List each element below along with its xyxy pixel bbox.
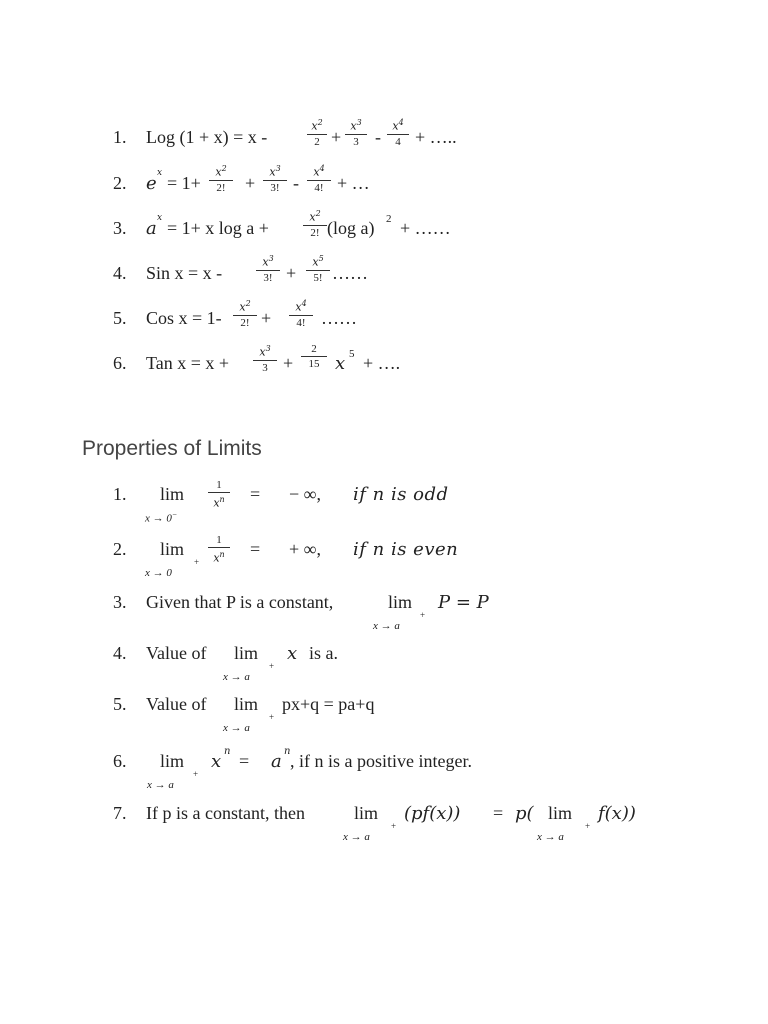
limit-operator: lim xyxy=(160,751,185,771)
limit-subscript-sign: + xyxy=(585,821,591,831)
operator: + xyxy=(286,263,297,283)
operator: + xyxy=(331,127,342,147)
exponent: 2 xyxy=(386,213,392,225)
limit-result: a xyxy=(271,751,282,772)
limit-subscript-sign: + xyxy=(194,557,200,567)
property-text: Given that P is a constant, xyxy=(146,592,334,612)
fraction: $x^3$ 3 xyxy=(345,117,367,148)
item-number: 4. xyxy=(113,263,127,283)
expression-text: = 1+ x log a + xyxy=(167,218,269,238)
limit-expression: x xyxy=(211,751,222,772)
limit-condition: if n is odd xyxy=(353,484,449,505)
expression-tail: …… xyxy=(321,308,357,328)
fraction: $x^2$ 2! xyxy=(233,298,257,329)
property-text: is a. xyxy=(309,643,338,663)
limit-expression: f(x)) xyxy=(598,803,636,824)
limit-operator: lim xyxy=(354,803,379,823)
limit-subscript: x → 0− xyxy=(145,510,178,525)
exponent: 5 xyxy=(349,348,355,360)
limit-subscript-sign: + xyxy=(193,769,199,779)
fraction: 2 15 xyxy=(301,343,327,370)
limit-expression: x xyxy=(287,643,298,664)
fraction: 1 $x^n$ xyxy=(208,479,230,510)
fraction: 1 $x^n$ xyxy=(208,534,230,565)
expression-text: a xyxy=(146,218,157,239)
limit-subscript-sign: + xyxy=(269,712,275,722)
property-text: , if n is a positive integer. xyxy=(290,751,472,771)
item-number: 3. xyxy=(113,592,127,612)
item-number: 6. xyxy=(113,353,127,373)
operator: + xyxy=(283,353,294,373)
limit-result: + ∞, xyxy=(289,539,321,559)
equals-sign: = xyxy=(250,539,261,559)
limit-condition: if n is even xyxy=(353,539,459,560)
expression-tail: …… xyxy=(332,263,368,283)
exponent: x xyxy=(157,168,163,178)
fraction: $x^2$ 2 xyxy=(307,117,327,148)
limit-result: − ∞, xyxy=(289,484,321,504)
limit-subscript: x → a xyxy=(147,779,174,791)
operator: + xyxy=(261,308,272,328)
exponent: x xyxy=(157,213,163,223)
equals-sign: = xyxy=(239,751,250,771)
item-number: 2. xyxy=(113,539,127,559)
fraction: $x^2$ 2! xyxy=(303,208,327,239)
expression-text: x xyxy=(335,353,346,374)
property-text: If p is a constant, then xyxy=(146,803,305,823)
expression-tail: + …… xyxy=(400,218,451,238)
operator: - xyxy=(293,173,299,193)
expression-text: Cos x = 1- xyxy=(146,308,222,328)
limit-subscript: x → 0 xyxy=(145,567,172,579)
property-text: px+q = pa+q xyxy=(282,694,375,714)
exponent: n xyxy=(224,746,231,757)
equals-sign: = xyxy=(250,484,261,504)
fraction: $x^4$ 4! xyxy=(289,298,313,329)
fraction: $x^2$ 2! xyxy=(209,163,233,194)
expression-text: = 1+ xyxy=(167,173,201,193)
limit-operator: lim xyxy=(234,643,259,663)
expression-text: Tan x = x + xyxy=(146,353,230,373)
item-number: 2. xyxy=(113,173,127,193)
fraction: $x^4$ 4! xyxy=(307,163,331,194)
item-number: 1. xyxy=(113,127,127,147)
item-number: 7. xyxy=(113,803,127,823)
limit-expression: P = P xyxy=(438,592,489,613)
limit-expression: (pf(x)) xyxy=(404,803,461,824)
limit-subscript: x → a xyxy=(343,831,370,843)
expression-text: Sin x = x - xyxy=(146,263,223,283)
equals-sign: = xyxy=(493,803,504,823)
operator: + xyxy=(245,173,256,193)
expression-tail: + …. xyxy=(363,353,401,373)
expression-text: e xyxy=(146,173,157,194)
limit-result: p( xyxy=(515,803,534,824)
limit-subscript-sign: + xyxy=(391,821,397,831)
limit-operator: lim xyxy=(234,694,259,714)
property-text: Value of xyxy=(146,643,207,663)
expression-tail: + ….. xyxy=(415,127,457,147)
limit-operator: lim xyxy=(160,539,185,559)
limit-subscript: x → a xyxy=(373,620,400,632)
limit-subscript: x → a xyxy=(223,722,250,734)
fraction: $x^4$ 4 xyxy=(387,117,409,148)
fraction: $x^5$ 5! xyxy=(306,253,330,284)
item-number: 1. xyxy=(113,484,127,504)
operator: - xyxy=(375,127,381,147)
limit-subscript: x → a xyxy=(223,671,250,683)
expression-text: Log (1 + x) = x - xyxy=(146,127,268,147)
fraction: $x^3$ 3! xyxy=(263,163,287,194)
fraction: $x^3$ 3 xyxy=(253,343,277,374)
exponent: n xyxy=(284,746,291,757)
property-text: Value of xyxy=(146,694,207,714)
fraction: $x^3$ 3! xyxy=(256,253,280,284)
item-number: 4. xyxy=(113,643,127,663)
item-number: 5. xyxy=(113,308,127,328)
section-title: Properties of Limits xyxy=(82,437,262,460)
limit-subscript-sign: + xyxy=(269,661,275,671)
limit-operator: lim xyxy=(548,803,573,823)
limit-subscript-sign: + xyxy=(420,610,426,620)
item-number: 6. xyxy=(113,751,127,771)
limit-subscript: x → a xyxy=(537,831,564,843)
expression-text: (log a) xyxy=(327,218,375,238)
item-number: 3. xyxy=(113,218,127,238)
limit-operator: lim xyxy=(388,592,413,612)
limit-operator: lim xyxy=(160,484,185,504)
expression-tail: + … xyxy=(337,173,370,193)
item-number: 5. xyxy=(113,694,127,714)
